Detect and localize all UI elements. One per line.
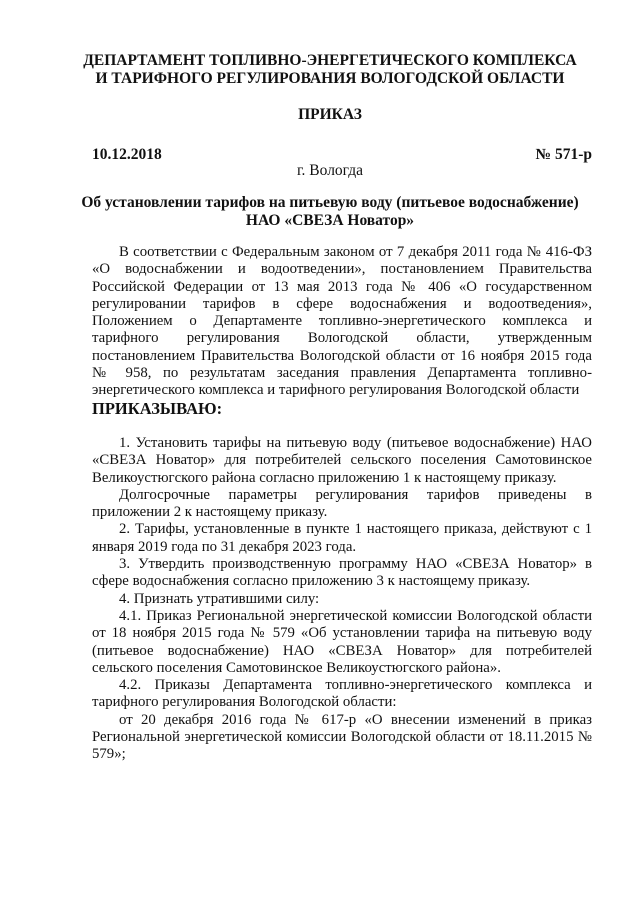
item-2: 2. Тарифы, установленные в пункте 1 настоящего приказа, действуют с 1 января 2019 года по 31 декабря 2023 года.	[92, 521, 592, 555]
department-header-line-2: И ТАРИФНОГО РЕГУЛИРОВАНИЯ ВОЛОГОДСКОЙ ОБЛАСТИ	[95, 70, 565, 87]
item-1-params: Долгосрочные параметры регулирования тарифов приведены в приложении 2 к настоящему приказу.	[92, 486, 592, 521]
order-number: № 571-р	[535, 146, 592, 163]
item-4-2-sub: от 20 декабря 2016 года № 617-р «О внесении изменений в приказ Региональной энергетической комиссии Вологодской области от 18.11.2015 № 579»;	[92, 711, 592, 763]
preamble-paragraph: В соответствии с Федеральным законом от 7 декабря 2011 года № 416-ФЗ «О водоснабжении и водоотведении», постановлением Правительства Российской Федерации от 13 мая 2013 года № 406 «О государственном регулировании тарифов в сфере водоснабжения и водоотведения», Положением о Департаменте топливно-энергетического комплекса и тарифного регулирования Вологодской области, утвержденным постановлением Правительства Вологодской области от 16 ноября 2015 года № 958, по результатам заседания правления Департамента топливно-энергетического комплекса и тарифного регулирования Вологодской области	[92, 244, 592, 399]
item-4-1: 4.1. Приказ Региональной энергетической комиссии Вологодской области от 18 ноября 2015 года № 579 «Об установлении тарифа на питьевую воду (питьевое водоснабжение) НАО «СВЕЗА Новатор» для потребителей сельского поселения Самотовинское Великоустюгского района».	[92, 607, 592, 676]
department-header-line-1: ДЕПАРТАМЕНТ ТОПЛИВНО-ЭНЕРГЕТИЧЕСКОГО КОМПЛЕКСА	[83, 52, 577, 69]
item-1: 1. Установить тарифы на питьевую воду (питьевое водоснабжение) НАО «СВЕЗА Новатор» для потребителей сельского поселения Самотовинское Великоустюгского района согласно приложению 1 к настоящему приказу.	[92, 434, 592, 486]
order-title: ПРИКАЗ	[298, 106, 362, 123]
item-3: 3. Утвердить производственную программу НАО «СВЕЗА Новатор» в сфере водоснабжения согласно приложению 3 к настоящему приказу.	[92, 556, 592, 590]
order-city: г. Вологда	[296, 162, 364, 179]
order-body	[92, 244, 592, 764]
paragraph-gap	[92, 417, 592, 435]
order-date: 10.12.2018	[92, 146, 162, 163]
item-4-2: 4.2. Приказы Департамента топливно-энергетического комплекса и тарифного регулирования Вологодской области:	[92, 677, 592, 711]
decree-word: ПРИКАЗЫВАЮ:	[92, 398, 223, 418]
department-header	[60, 52, 600, 88]
item-4: 4. Признать утратившими силу:	[119, 590, 320, 607]
order-subject-line-1: Об установлении тарифов на питьевую воду (питьевое водоснабжение)	[81, 194, 579, 211]
order-subject-line-2: НАО «СВЕЗА Новатор»	[245, 212, 415, 229]
order-subject	[60, 194, 600, 230]
